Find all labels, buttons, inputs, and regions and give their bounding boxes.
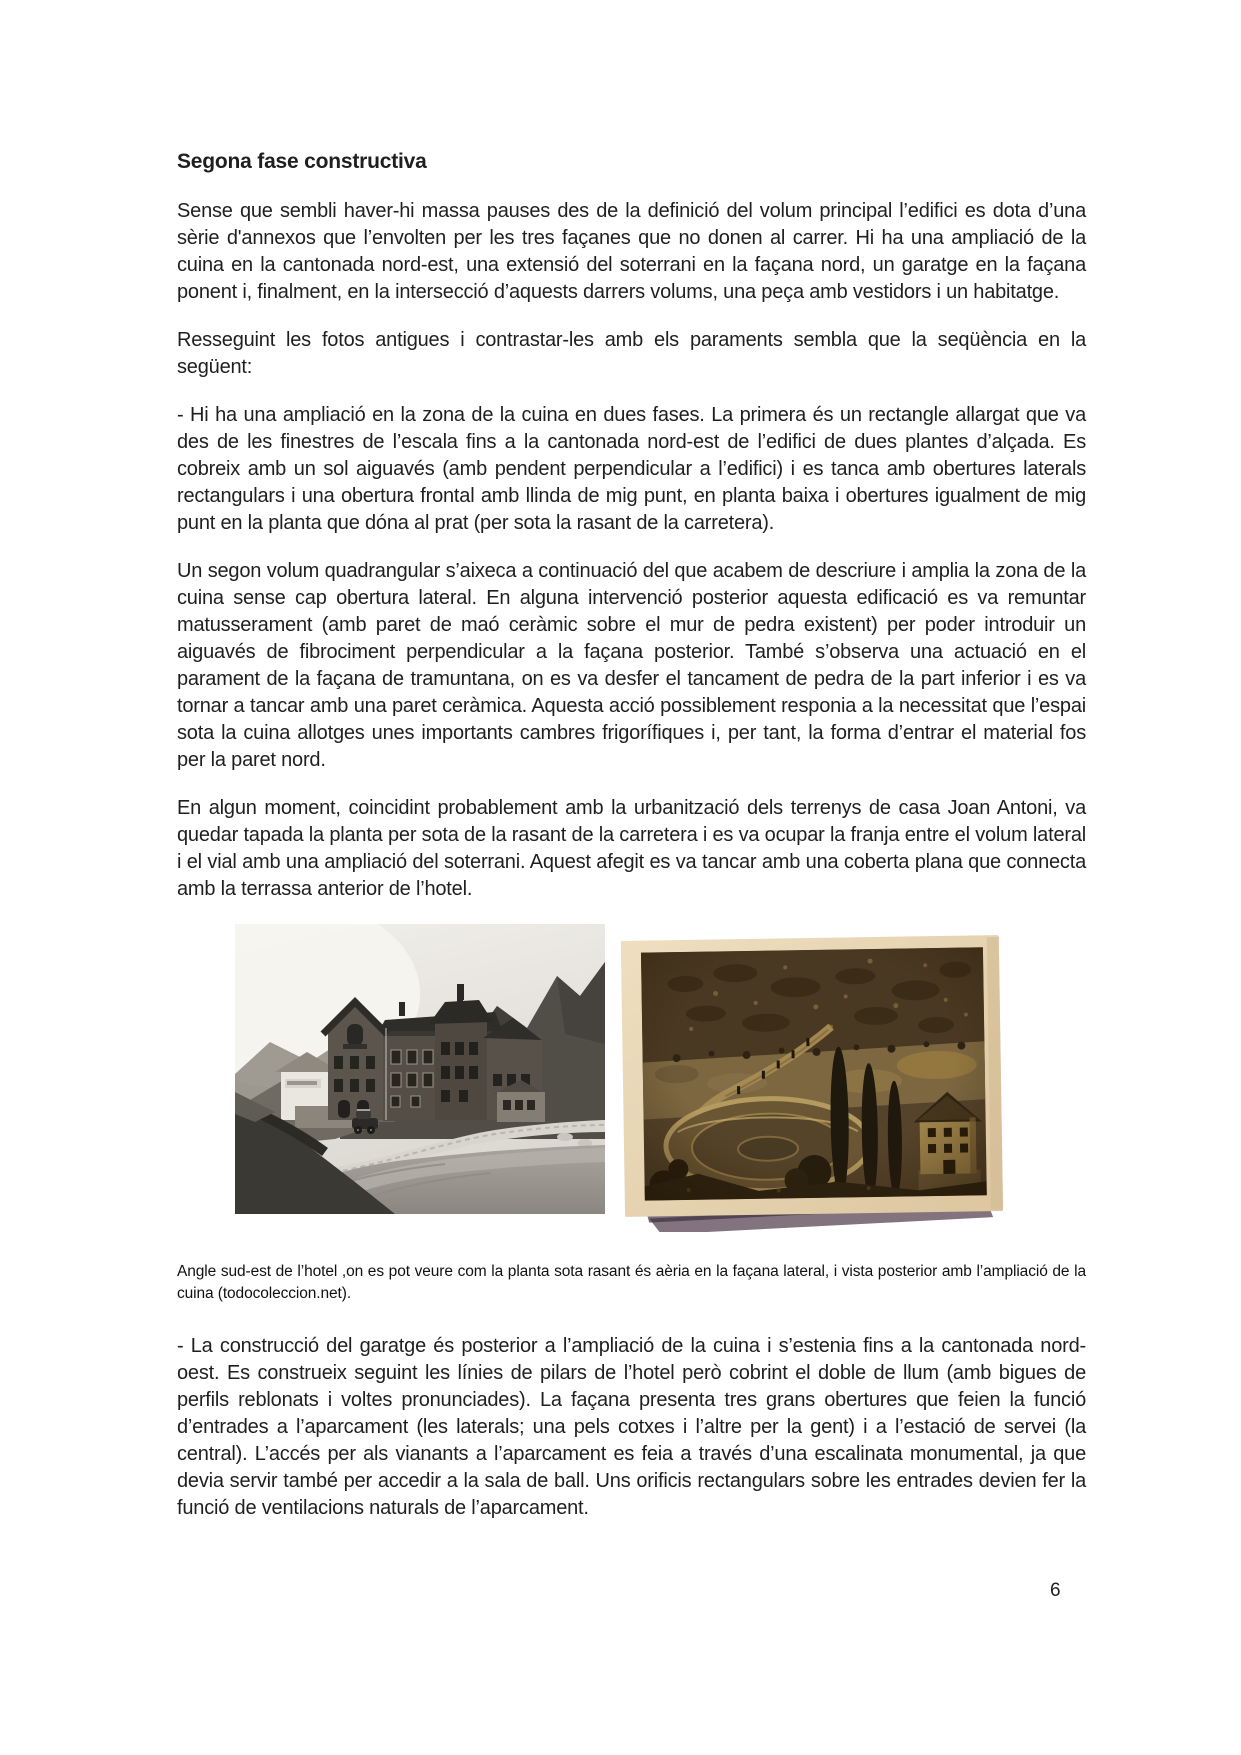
text-column [177, 150, 1086, 1522]
body-paragraph: - La construcció del garatge és posterior a l’ampliació de la cuina i s’estenia fins a la cantonada nord-oest. Es construeix seguint les línies de pilars de l’hotel però cobrint el doble de llum (amb bigues de perfils reblonats i voltes pronunciades). La façana presenta tres grans obertures que feien la funció d’entrades a l’aparcament (les laterals; una pels cotxes i l’altre per la gent) i a l’estació de servei (la central). L’accés per als vianants a l’aparcament es feia a través d’una escalinata monumental, ja que devia servir també per accedir a la sala de ball. Uns orificis rectangulars sobre les entrades devien fer la funció de ventilacions naturals de l’aparcament. [177, 1335, 1086, 1519]
body-paragraph: - Hi ha una ampliació en la zona de la cuina en dues fases. La primera és un rectangle allargat que va des de les finestres de l’escala fins a la cantonada nord-est de l’edifici de dues plantes d’alçada. Es cobreix amb un sol aiguavés (amb pendent perpendicular a l’edifici) i es tanca amb obertures laterals rectangulars i una obertura frontal amb llinda de mig punt, en planta baixa i obertures igualment de mig punt en la planta que dóna al prat (per sota la rasant de la carretera). [177, 404, 1086, 534]
body-paragraph: Un segon volum quadrangular s’aixeca a continuació del que acabem de descriure i amplia la zona de la cuina sense cap obertura lateral. En alguna intervenció posterior aquesta edificació es va remuntar matusserament (amb paret de maó ceràmic sobre el mur de pedra existent) per poder introduir un aiguavés de fibrociment perpendicular a la façana posterior. També s’observa una actuació en el parament de la façana de tramuntana, on es va desfer el tancament de pedra de la part inferior i es va tornar a tancar amb una paret ceràmica. Aquesta acció possiblement responia a la necessitat que l’espai sota la cuina allotges unes importants cambres frigorífiques i, per tant, la forma d’entrar el material fos per la paret nord. [177, 560, 1086, 771]
page-number: 6 [1050, 1580, 1061, 1601]
section-heading: Segona fase constructiva [177, 150, 427, 173]
body-paragraph: Sense que sembli haver-hi massa pauses des de la definició del volum principal l’edifici es dota d’una sèrie d'annexos que l’envolten per les tres façanes que no donen al carrer. Hi ha una ampliació de la cuina en la cantonada nord-est, una extensió del soterrani en la façana nord, un garatge en la façana ponent i, finalment, en la intersecció d’aquests darrers volums, una peça amb vestidors i un habitatge. [177, 200, 1086, 303]
body-paragraph: En algun moment, coincidint probablement amb la urbanització dels terrenys de casa Joan Antoni, va quedar tapada la planta per sota de la rasant de la carretera i es va ocupar la franja entre el volum lateral i el vial amb una ampliació del soterrani. Aquest afegit es va tancar amb una coberta plana que connecta amb la terrassa anterior de l’hotel. [177, 797, 1086, 900]
figure-row [235, 924, 1086, 1237]
photo-postcard-garden-sepia [617, 932, 1007, 1237]
photo-hotel-southeast-bw [235, 924, 605, 1214]
body-paragraph: Resseguint les fotos antigues i contrastar-les amb els paraments sembla que la seqüència en la següent: [177, 329, 1086, 378]
figure-caption: Angle sud-est de l’hotel ,on es pot veure com la planta sota rasant és aèria en la façana lateral, i vista posterior amb l’ampliació de la cuina (todocoleccion.net). [177, 1263, 1086, 1302]
